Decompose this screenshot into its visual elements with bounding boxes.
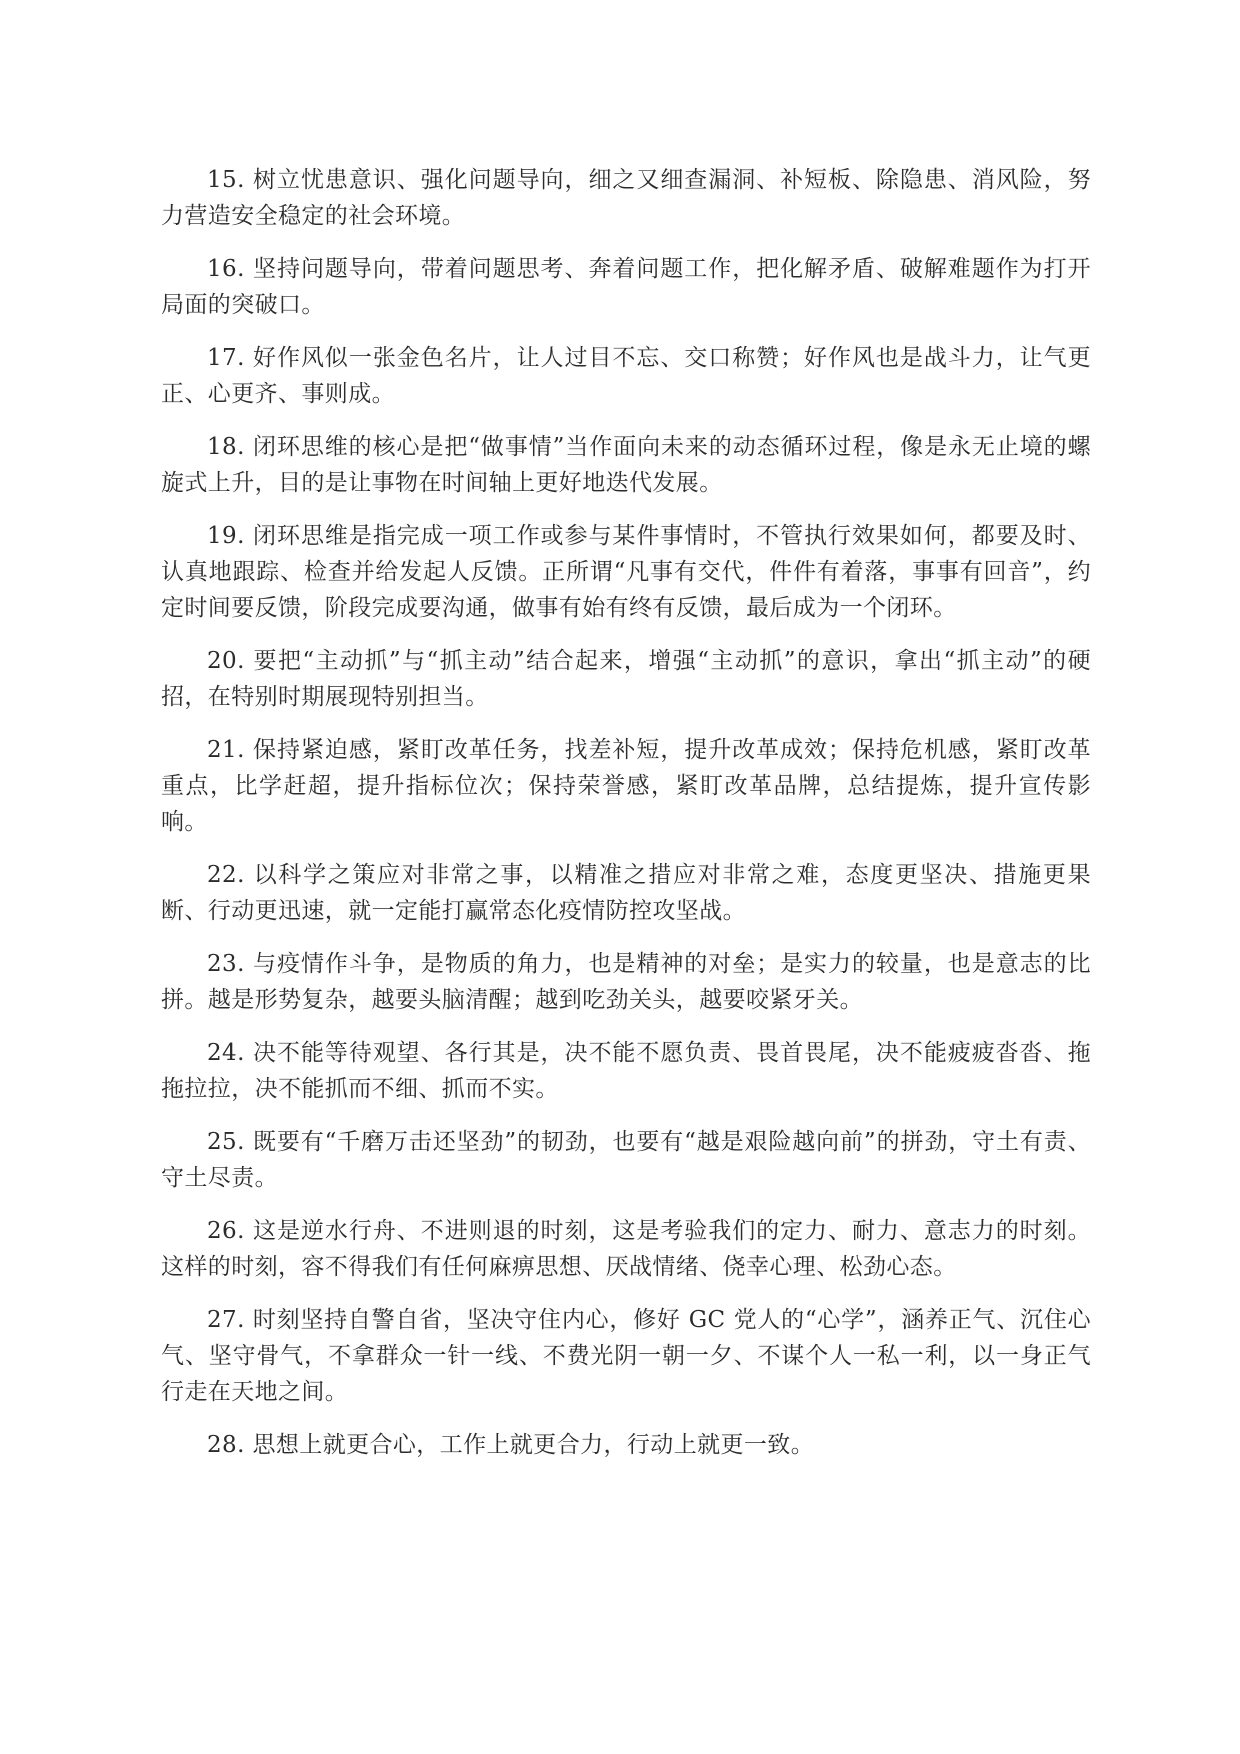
paragraph-27: 27. 时刻坚持自警自省，坚决守住内心，修好 GC 党人的“心学”，涵养正气、沉住心气、坚守骨气，不拿群众一针一线、不费光阴一朝一夕、不谋个人一私一利，以一身正气行走在天地之间。 bbox=[161, 1307, 1091, 1405]
paragraph-15: 15. 树立忧患意识、强化问题导向，细之又细查漏洞、补短板、除隐患、消风险，努力营造安全稳定的社会环境。 bbox=[161, 167, 1091, 229]
paragraph-26: 26. 这是逆水行舟、不进则退的时刻，这是考验我们的定力、耐力、意志力的时刻。这样的时刻，容不得我们有任何麻痹思想、厌战情绪、侥幸心理、松劲心态。 bbox=[161, 1218, 1091, 1280]
paragraph-28: 28. 思想上就更合心，工作上就更合力，行动上就更一致。 bbox=[207, 1432, 815, 1458]
paragraph-18: 18. 闭环思维的核心是把“做事情”当作面向未来的动态循环过程，像是永无止境的螺旋式上升，目的是让事物在时间轴上更好地迭代发展。 bbox=[161, 434, 1091, 496]
paragraph-24: 24. 决不能等待观望、各行其是，决不能不愿负责、畏首畏尾，决不能疲疲沓沓、拖拖拉拉，决不能抓而不细、抓而不实。 bbox=[161, 1040, 1091, 1102]
paragraph-21: 21. 保持紧迫感，紧盯改革任务，找差补短，提升改革成效；保持危机感，紧盯改革重点，比学赶超，提升指标位次；保持荣誉感，紧盯改革品牌，总结提炼，提升宣传影响。 bbox=[161, 737, 1091, 835]
paragraph-19: 19. 闭环思维是指完成一项工作或参与某件事情时，不管执行效果如何，都要及时、认真地跟踪、检查并给发起人反馈。正所谓“凡事有交代，件件有着落，事事有回音”，约定时间要反馈，阶段完成要沟通，做事有始有终有反馈，最后成为一个闭环。 bbox=[161, 523, 1091, 621]
paragraph-17: 17. 好作风似一张金色名片，让人过目不忘、交口称赞；好作风也是战斗力，让气更正、心更齐、事则成。 bbox=[161, 345, 1091, 407]
paragraph-23: 23. 与疫情作斗争，是物质的角力，也是精神的对垒；是实力的较量，也是意志的比拼。越是形势复杂，越要头脑清醒；越到吃劲关头，越要咬紧牙关。 bbox=[161, 951, 1091, 1013]
document-page bbox=[161, 162, 1091, 1480]
paragraph-16: 16. 坚持问题导向，带着问题思考、奔着问题工作，把化解矛盾、破解难题作为打开局面的突破口。 bbox=[161, 256, 1091, 318]
paragraph-22: 22. 以科学之策应对非常之事，以精准之措应对非常之难，态度更坚决、措施更果断、行动更迅速，就一定能打赢常态化疫情防控攻坚战。 bbox=[161, 862, 1091, 924]
paragraph-25: 25. 既要有“千磨万击还坚劲”的韧劲，也要有“越是艰险越向前”的拼劲，守土有责、守土尽责。 bbox=[161, 1129, 1091, 1191]
paragraph-20: 20. 要把“主动抓”与“抓主动”结合起来，增强“主动抓”的意识，拿出“抓主动”的硬招，在特别时期展现特别担当。 bbox=[161, 648, 1091, 710]
